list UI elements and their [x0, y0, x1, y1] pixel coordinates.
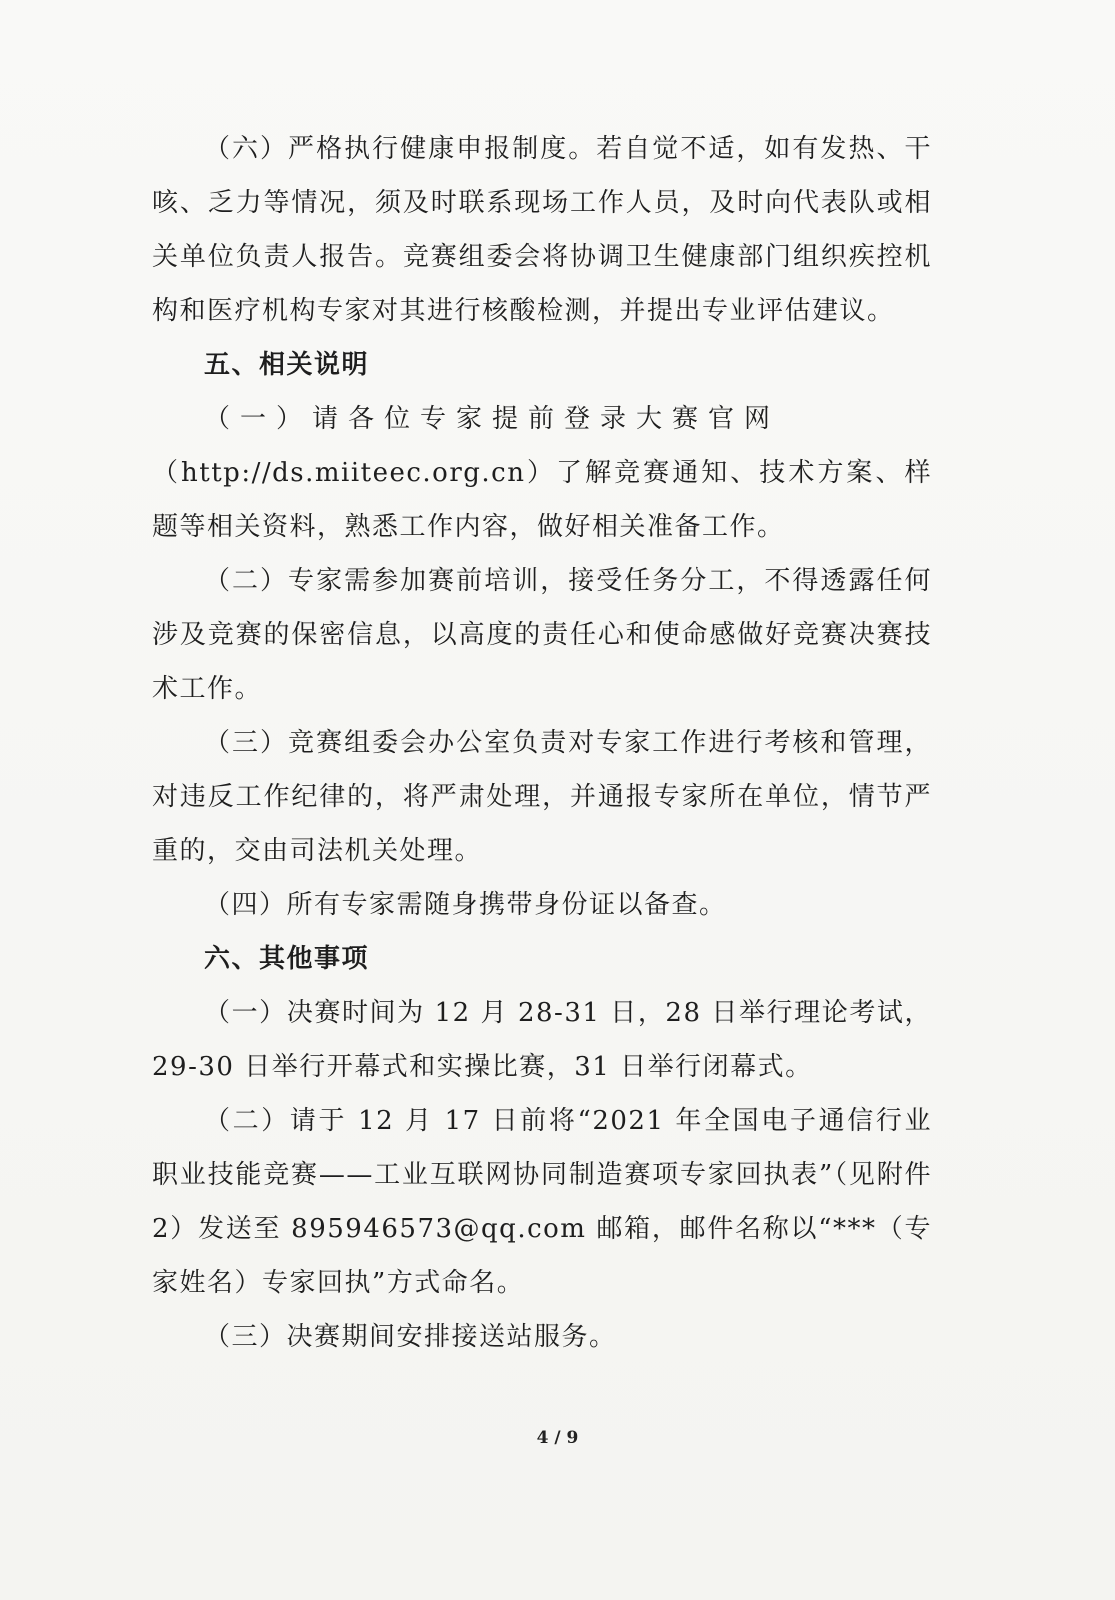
paragraph-6-2: （二）请于 12 月 17 日前将“2021 年全国电子通信行业职业技能竞赛——工业互联网协同制造赛项专家回执表”（见附件 2）发送至 895946573@qq.com 邮箱，邮件名称以“***（专家姓名）专家回执”方式命名。	[152, 1106, 932, 1298]
paragraph-6-1: （一）决赛时间为 12 月 28-31 日，28 日举行理论考试，29-30 日举行开幕式和实操比赛，31 日举行闭幕式。	[152, 998, 932, 1082]
paragraph-5-4: （四）所有专家需随身携带身份证以备查。	[204, 890, 727, 920]
page-number: 4 / 9	[536, 1428, 579, 1448]
paragraph-5-1-line2: （http://ds.miiteec.org.cn）了解竞赛通知、技术方案、样题等相关资料，熟悉工作内容，做好相关准备工作。	[152, 458, 932, 542]
section-heading-6: 六、其他事项	[204, 944, 370, 974]
paragraph-5-2: （二）专家需参加赛前培训，接受任务分工，不得透露任何涉及竞赛的保密信息，以高度的责任心和使命感做好竞赛决赛技术工作。	[152, 566, 932, 704]
paragraph-5-1-line1: （一）请各位专家提前登录大赛官网	[204, 404, 781, 434]
paragraph-5-3: （三）竞赛组委会办公室负责对专家工作进行考核和管理，对违反工作纪律的，将严肃处理，并通报专家所在单位，情节严重的，交由司法机关处理。	[152, 728, 932, 866]
paragraph-6-3: （三）决赛期间安排接送站服务。	[204, 1322, 617, 1352]
document-body	[152, 122, 932, 1364]
paragraph-health-declaration: （六）严格执行健康申报制度。若自觉不适，如有发热、干咳、乏力等情况，须及时联系现场工作人员，及时向代表队或相关单位负责人报告。竞赛组委会将协调卫生健康部门组织疾控机构和医疗机构专家对其进行核酸检测，并提出专业评估建议。	[152, 134, 932, 326]
section-heading-5: 五、相关说明	[204, 350, 370, 380]
